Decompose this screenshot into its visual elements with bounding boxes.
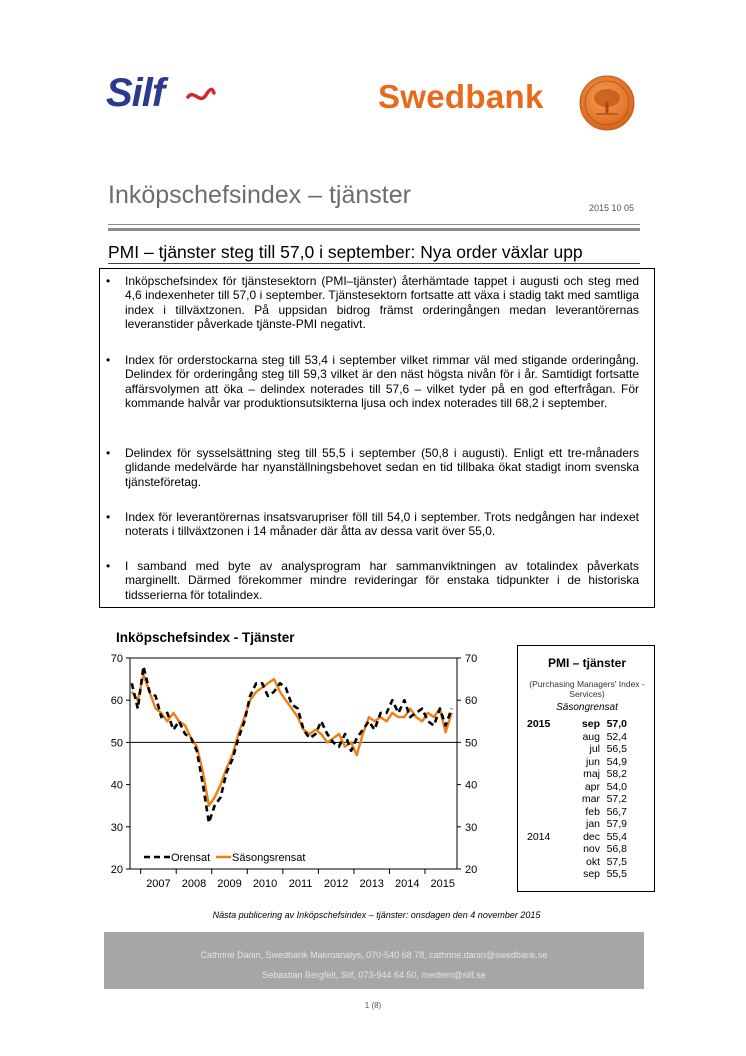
plot-frame <box>130 658 457 869</box>
pmi-row-value: 52,4 <box>606 730 627 743</box>
y-tick-label-left: 30 <box>110 821 123 834</box>
y-tick-label-right: 30 <box>465 821 478 834</box>
pmi-row-value: 57,9 <box>606 818 627 830</box>
chart-title: Inköpschefsindex - Tjänster <box>116 630 295 645</box>
swedbank-logo-text: Swedbank <box>378 78 544 115</box>
pmi-row-value: 55,5 <box>606 868 627 880</box>
pmi-row-value: 57,0 <box>606 718 627 730</box>
pmi-table-row <box>518 743 656 755</box>
pmi-row-value: 58,2 <box>606 768 627 780</box>
pmi-row-value: 55,4 <box>606 830 627 843</box>
x-tick-label: 2007 <box>146 878 171 890</box>
y-tick-label-right: 50 <box>465 737 478 750</box>
pmi-row-month: jun <box>585 755 600 768</box>
pmi-row-month: sep <box>583 868 600 880</box>
pmi-table-row <box>518 818 656 830</box>
pmi-row-value: 54,9 <box>606 755 627 768</box>
next-publication-note: Nästa publicering av Inköpschefsindex – tjänster: onsdagen den 4 november 2015 <box>212 910 541 920</box>
x-tick-label: 2014 <box>394 878 420 890</box>
pmi-table-row <box>518 806 656 818</box>
y-tick-label-left: 20 <box>110 864 123 876</box>
pmi-table-row <box>518 731 656 743</box>
pmi-table-row <box>518 843 656 855</box>
legend-label-sasongsrensat: Säsongsrensat <box>232 852 306 864</box>
pmi-table-row <box>518 856 656 868</box>
pmi-row-month: mar <box>581 793 600 805</box>
pmi-table-title: PMI – tjänster <box>547 656 627 670</box>
headline-underline <box>108 263 640 264</box>
bullet-marker: • <box>106 559 111 573</box>
summary-box <box>99 268 655 608</box>
y-tick-label-right: 40 <box>465 779 478 792</box>
chart-series-group <box>132 666 452 822</box>
pmi-row-value: 57,5 <box>606 855 627 868</box>
pmi-row-year: 2015 <box>527 718 551 730</box>
pmi-row-month: maj <box>583 768 600 780</box>
page-number: 1 (8) <box>364 1001 382 1010</box>
x-tick-label: 2015 <box>430 878 456 890</box>
pmi-row-month: okt <box>585 855 600 868</box>
pmi-table-row <box>518 756 656 768</box>
bullet-marker: • <box>106 446 111 460</box>
pmi-table-row <box>518 868 656 880</box>
pmi-table-adjustment: Säsongrensat <box>556 702 618 713</box>
pmi-row-month: dec <box>583 830 600 843</box>
pmi-row-month: sep <box>581 718 600 730</box>
pmi-row-month: nov <box>583 843 600 855</box>
summary-bullet <box>106 446 639 489</box>
silf-swoosh-icon <box>186 87 216 107</box>
y-tick-label-left: 50 <box>110 737 123 750</box>
pmi-table-subtitle: (Purchasing Managers' Index - Services) <box>529 679 645 699</box>
pmi-row-month: jan <box>585 818 600 830</box>
pmi-row-value: 57,2 <box>606 793 627 805</box>
headline: PMI – tjänster steg till 57,0 i september: Nya order växlar upp <box>108 242 583 262</box>
summary-bullet <box>106 559 639 602</box>
legend-label-orensat: Orensat <box>171 852 211 864</box>
swedbank-logo <box>378 74 638 134</box>
pmi-table-row <box>518 793 656 805</box>
y-tick-label-right: 20 <box>465 864 478 876</box>
document-date: 2015 10 05 <box>589 203 635 213</box>
pmi-row-month: jul <box>589 743 600 755</box>
pmi-row-value: 56,5 <box>606 743 627 755</box>
pmi-table-row <box>518 831 656 843</box>
bullet-text: Inköpschefsindex för tjänstesektorn (PMI–tjänster) återhämtade tappet i augusti och steg med 4,6 indexenheter till 57,0 i september. Tjänstesektorn fortsatte att växa i stadig takt med samtliga index i tillväxtzonen. På uppsidan bidrog främst orderingången medan leverantörernas leveranstider påverkade tjänste-PMI negativt. <box>125 274 639 332</box>
bullet-text: Index för orderstockarna steg till 53,4 i september vilket rimmar väl med stigande orderingång. Delindex för orderingång steg till 59,3 vilket är den näst högsta nivån för i år. Samtidigt fortsatte affärsvolymen att öka – delindex noterades till 57,6 – vilket tyder på en god efterfrågan. För kommande halvår var produktionsutsikterna ljusa och index noterades till 68,2 i september. <box>125 353 639 411</box>
summary-bullet <box>106 274 639 332</box>
silf-logo-text: Silf <box>106 71 165 115</box>
bullet-marker: • <box>106 510 111 524</box>
y-tick-label-left: 70 <box>110 653 123 665</box>
summary-bullet <box>106 353 639 411</box>
pmi-row-year: 2014 <box>527 830 551 843</box>
series-line-orensat <box>132 666 452 822</box>
contact-line-swedbank: Cathrine Danin, Swedbank Makroanalys, 070-540 68 78, cathrine.danin@swedbank.se <box>200 950 548 960</box>
x-tick-label: 2008 <box>181 878 207 890</box>
bullet-marker: • <box>106 274 111 288</box>
x-tick-label: 2009 <box>217 878 242 890</box>
pmi-table-row <box>518 781 656 793</box>
pmi-services-chart <box>98 645 498 897</box>
y-tick-label-left: 60 <box>110 695 123 708</box>
pmi-table-row <box>518 768 656 780</box>
x-tick-label: 2010 <box>252 878 278 890</box>
pmi-table-box <box>517 645 655 892</box>
y-tick-label-left: 40 <box>110 779 123 792</box>
pmi-row-value: 54,0 <box>606 780 627 793</box>
pmi-row-value: 56,7 <box>606 805 627 818</box>
bullet-marker: • <box>106 353 111 367</box>
pmi-row-month: feb <box>585 805 600 818</box>
swedbank-oak-seal-icon <box>578 74 636 132</box>
y-tick-label-right: 60 <box>465 695 478 708</box>
page-title: Inköpschefsindex – tjänster <box>108 181 411 209</box>
series-line-sasongsrensat <box>132 675 452 806</box>
x-tick-label: 2011 <box>288 878 313 890</box>
pmi-row-value: 56,8 <box>606 843 627 855</box>
pmi-row-month: aug <box>582 730 600 743</box>
pmi-row-month: apr <box>584 780 600 793</box>
contact-footer <box>104 932 644 989</box>
summary-bullet <box>106 510 639 539</box>
x-tick-label: 2013 <box>359 878 384 890</box>
x-tick-label: 2012 <box>323 878 349 890</box>
chart-legend <box>144 852 305 864</box>
bullet-text: Delindex för sysselsättning steg till 55,5 i september (50,8 i augusti). Enligt ett tre-månaders glidande medelvärde har nyanställningsbehovet sedan en tid tillbaka ökat stadigt inom svenska tjänsteföretag. <box>125 446 639 489</box>
silf-logo <box>106 71 216 123</box>
y-tick-label-right: 70 <box>465 653 478 665</box>
bullet-text: Index för leverantörernas insatsvarupriser föll till 54,0 i september. Trots nedgången har indexet noterats i tillväxtzonen i 14 månader där åtta av dessa varit över 55,0. <box>125 510 639 539</box>
title-divider-thin <box>108 224 640 225</box>
contact-line-silf: Sebastian Bergfelt, Silf, 073-944 64 50, medlem@silf.se <box>262 970 486 980</box>
bullet-text: I samband med byte av analysprogram har sammanviktningen av totalindex påverkats marginellt. Därmed förekommer mindre revideringar för enstaka tidpunkter i de historiska tidsserierna för totalindex. <box>125 559 639 602</box>
title-divider-thick <box>108 228 640 231</box>
pmi-table-row <box>518 718 656 730</box>
